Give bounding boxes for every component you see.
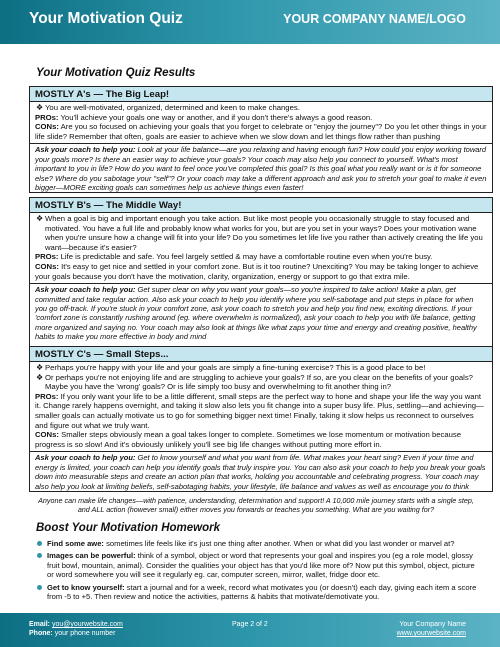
footer-contact: Email: you@yourwebsite.com Phone: your phone number <box>29 621 123 637</box>
list-item: Find some awe: sometimes life feels like it's just one thing after another. When or what did you last wonder or marvel at? <box>35 539 483 548</box>
cons-text: CONs: It's easy to get nice and settled in your comfort zone. But is it too routine? Unexciting? You may be taking longer to achieve your goals because you don't have the motivation, clarity, organization, energy or support to go that extra mile. <box>35 261 479 281</box>
bullet-icon: ❖ <box>36 214 44 223</box>
section-mostly-a <box>29 86 493 193</box>
bullet-icon: ❖ <box>36 363 44 372</box>
section-body <box>30 102 492 143</box>
list-item: ❖ Or perhaps you're not enjoying life and are struggling to achieve your goals? If so, are you clear on the benefits of your goals? Maybe you have the 'wrong' goals? Or is life simply too busy and overwhelming to fit another thing in? <box>36 372 473 392</box>
cons-text: CONs: Smaller steps obviously mean a goal takes longer to complete. Sometimes we lose momentum or motivation because progress is so slow! And it's obviously unlikely you'll see big life changes without putting more effort in. <box>35 430 462 449</box>
tagline: Anyone can make life changes—with patience, understanding, determination and support! A 10,000 mile journey starts with a single step, and ALL action (however small) either moves you forwards or teaches you something. What are you waiting for? <box>38 496 474 515</box>
list-item: Images can be powerful: think of a symbol, object or word that represents your goal and inspires you (eg a role model, glossy fruit bowl, mountain, animal). Consider the qualities your object has that you'd like more of? Now put this symbol, object, picture or word somewhere you will see it regularly eg. car, computer screen, mirror, wallet, fridge door etc. <box>35 551 483 579</box>
bullet-icon <box>37 541 42 546</box>
coach-advice: Ask your coach to help you: Look at your life balance—are you relaxing and having enough fun? How could you enjoy working toward your goals more? Is there an easier way to achieve your goals? Your coach may also help you connect to yourself. What's most important to you in life? How do you want to feel once you've completed this goal? Is this goal what you really want or is it for someone else? Where do you sabotage your "self"? Or your coach may take a different approach and ask you to stretch your goal to make it even bigger—MORE exciting goals can sometimes help us achieve things even faster! <box>30 143 492 193</box>
email-link[interactable]: you@yourwebsite.com <box>51 621 123 628</box>
section-title: MOSTLY B's — The Middle Way! <box>30 198 492 213</box>
section-mostly-b <box>29 197 493 349</box>
list-item: Get to know yourself: start a journal and for a week, record what motivates you (or doesn't) each day, giving each item a score from -5 to +5. Then review and notice the activities, patterns & habits that motivate/demotivate you. <box>35 583 483 602</box>
results-heading: Your Motivation Quiz Results <box>36 67 196 79</box>
bullet-icon <box>37 585 42 590</box>
homework-heading: Boost Your Motivation Homework <box>36 522 221 534</box>
pros-text: PROs: You'll achieve your goals one way or another, and if you don't there's always a good reason. <box>35 112 373 122</box>
section-body <box>30 213 492 283</box>
phone-text: your phone number <box>54 630 116 637</box>
list-item: ❖ When a goal is big and important enough you take action. But like most people you occasionally struggle to stay focused and motivated. You have a full life and probably know what works for you, but are you set in your ways? Does your motivation wane when you're unsure how a change will fit into your life? Do you sometimes let life live you rather than actively creating the life you want—because it's easier? <box>36 214 483 252</box>
bullet-icon <box>37 553 42 558</box>
company-name: Your Company Name <box>399 621 466 628</box>
section-body <box>30 362 492 451</box>
website-link[interactable]: www.yourwebsite.com <box>396 630 466 637</box>
section-title: MOSTLY C's — Small Steps... <box>30 347 492 362</box>
cons-text: CONs: Are you so focused on achieving your goals that you forget to celebrate or "enjoy the journey"? Do you let other things in your life slide? Remember that often, goals are easier to achieve when we slow down and let things flow rather than pushing <box>35 122 487 141</box>
company-logo-text: YOUR COMPANY NAME/LOGO <box>283 12 466 26</box>
page-header <box>0 0 500 44</box>
bullet-icon: ❖ <box>36 372 44 382</box>
list-item: ❖ Perhaps you're happy with your life and your goals are simply a fine-tuning exercise? This is a good place to be! <box>36 363 426 372</box>
page-footer <box>0 613 500 647</box>
section-mostly-c <box>29 346 493 492</box>
list-item: ❖ You are well-motivated, organized, determined and keen to make changes. <box>36 103 300 112</box>
bullet-icon: ❖ <box>36 103 44 112</box>
pros-text: PROs: If you only want your life to be a little different, small steps are the perfect way to hone and shape your life the way you want it. Change rarely happens overnight, and taking it slow also lets you fit change into a super busy life. Plus, settling—and achieving—smaller goals can actually motivate us to go for something bigger next time! Finally, taking it slow helps us reconnect to ourselves and figure out what we truly want. <box>35 391 484 430</box>
coach-advice: Ask your coach to help you: Get to know yourself and what you want from life. What makes your heart sing? Even if your time and energy is limited, your coach can help you identify goals that truly inspire you. You can also ask your coach to help you break your goals down into measurable steps and create an action plan that works, holding you accountable and celebrating progress. Your coach may also help you look at limiting beliefs, self-sabotaging habits, your lifestyle, life balance and values as well as encourage you to think <box>30 451 492 492</box>
homework-list <box>35 539 483 604</box>
quiz-title: Your Motivation Quiz <box>29 10 183 27</box>
pros-text: PROs: Life is predictable and safe. You feel largely settled & may have a comfortable routine even when you're busy. <box>35 252 433 262</box>
footer-company <box>397 620 466 638</box>
section-title: MOSTLY A's — The Big Leap! <box>30 87 492 102</box>
coach-advice: Ask your coach to help you: Get super clear on why you want your goals—so you're inspired to take action! Make a plan, get committed and take regular action. Also ask your coach to help you identify where you self-sabotage and put steps in place for when you go off-track. If you're stuck in your comfort zone, ask your coach to stretch you and help you find new, exciting directions. If your 'comfort zone is constantly rushing around (eg. where overwhelm is normalized), ask your coach to help you with life balance, getting more organized and saying no. Your coach may also look at things like what zaps your time and energy and creating positive, healthy habits to make you more effective in body and mind <box>30 283 492 343</box>
page-number: Page 2 of 2 <box>232 621 268 628</box>
